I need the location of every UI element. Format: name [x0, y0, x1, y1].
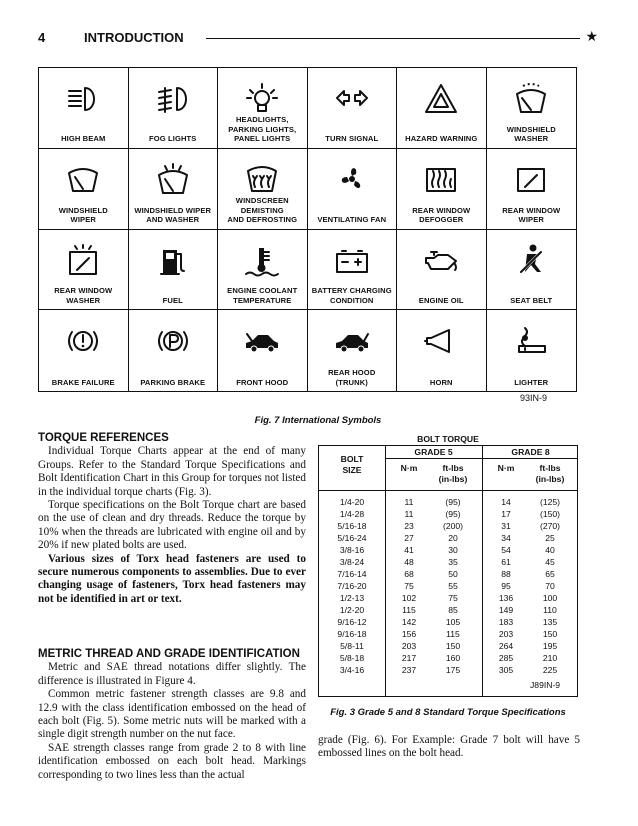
engine-oil-icon	[421, 242, 461, 278]
turn-signal-icon	[332, 80, 372, 116]
figure-code: J89IN-9	[530, 680, 561, 690]
table-cell: 1/4-28	[339, 509, 365, 519]
symbol-label: WINDSHIELD WIPER AND WASHER	[134, 205, 212, 224]
table-row	[319, 509, 577, 521]
table-cell: 88	[501, 569, 511, 579]
table-cell: 11	[404, 509, 414, 519]
table-cell: 102	[401, 593, 417, 603]
high-beam-icon	[63, 80, 103, 116]
symbol-label: ENGINE COOLANT TEMPERATURE	[227, 286, 298, 305]
table-cell: (150)	[539, 509, 561, 519]
table-cell: 203	[401, 641, 417, 651]
table-row	[319, 581, 577, 593]
table-cell: 85	[448, 605, 458, 615]
grade-8-header: GRADE 8	[511, 447, 550, 457]
symbol-label: WINDSHIELD WASHER	[506, 124, 556, 144]
paragraph: grade (Fig. 6). For Example: Grade 7 bolt will have 5 embossed lines on the bolt head.	[318, 734, 580, 760]
symbol-label: HAZARD WARNING	[405, 134, 478, 144]
symbol-label: PARKING BRAKE	[140, 377, 206, 387]
figure-7-caption: Fig. 7 International Symbols	[254, 415, 382, 426]
symbol-label: FUEL	[162, 295, 183, 305]
torque-rows	[319, 497, 577, 677]
front-hood-icon	[242, 322, 282, 358]
international-symbols-grid	[38, 67, 577, 392]
bolt-size-header: BOLT SIZE	[340, 454, 364, 475]
fuel-icon	[153, 242, 193, 278]
table-cell: 9/16-12	[337, 617, 367, 627]
symbol-cell	[218, 230, 308, 311]
table-cell: 210	[542, 653, 558, 663]
table-cell: 34	[501, 533, 511, 543]
table-cell: 195	[542, 641, 558, 651]
symbol-cell	[308, 310, 398, 391]
symbol-cell	[487, 68, 577, 149]
windshield-washer-icon	[511, 80, 551, 116]
page-number: 4	[38, 30, 46, 45]
symbol-label: TURN SIGNAL	[325, 134, 379, 144]
symbol-label: SEAT BELT	[510, 295, 553, 305]
table-cell: 75	[448, 593, 458, 603]
table-row	[319, 665, 577, 677]
header-rule	[206, 38, 580, 39]
table-cell: 3/8-16	[339, 545, 365, 555]
rear-hood-icon	[332, 322, 372, 358]
table-cell: 142	[401, 617, 417, 627]
paragraph: Metric and SAE thread notations differ slightly. The difference is illustrated in Figure 4.	[38, 661, 306, 687]
table-cell: 31	[501, 521, 511, 531]
table-cell: 5/16-18	[337, 521, 367, 531]
table-cell: 50	[448, 569, 458, 579]
symbol-cell	[129, 149, 219, 230]
rear-window-defogger-icon	[421, 161, 461, 197]
table-cell: (125)	[539, 497, 561, 507]
engine-coolant-icon	[242, 242, 282, 278]
nm-header: N·m	[400, 463, 418, 473]
table-row	[319, 617, 577, 629]
symbol-label: REAR HOOD (TRUNK)	[328, 368, 376, 387]
windshield-wiper-icon	[63, 161, 103, 197]
table-cell: 40	[545, 545, 555, 555]
lighter-icon	[511, 322, 551, 358]
seat-belt-icon	[511, 242, 551, 278]
table-cell: 54	[501, 545, 511, 555]
metric-thread-heading: METRIC THREAD AND GRADE IDENTIFICATION	[38, 648, 300, 660]
symbol-cell	[487, 149, 577, 230]
section-title: INTRODUCTION	[84, 30, 184, 45]
table-cell: 183	[498, 617, 514, 627]
table-cell: 48	[404, 557, 414, 567]
table-cell: 3/4-16	[339, 665, 365, 675]
ftlbs-header: ft-lbs (in-lbs)	[438, 463, 468, 484]
table-cell: 156	[401, 629, 417, 639]
metric-thread-section	[38, 648, 306, 782]
table-row	[319, 605, 577, 617]
table-cell: 7/16-14	[337, 569, 367, 579]
symbol-label: REAR WINDOW WASHER	[54, 286, 113, 305]
battery-charging-icon	[332, 242, 372, 278]
table-row	[319, 641, 577, 653]
horn-icon	[421, 322, 461, 358]
symbol-cell	[397, 230, 487, 311]
table-cell: 285	[498, 653, 514, 663]
table-row	[319, 569, 577, 581]
symbol-cell	[39, 149, 129, 230]
symbol-cell	[397, 310, 487, 391]
windshield-wiper-washer-icon	[153, 161, 193, 197]
table-cell: 150	[445, 641, 461, 651]
table-cell: 1/2-20	[339, 605, 365, 615]
table-cell: (95)	[445, 497, 461, 507]
grade-5-header: GRADE 5	[414, 447, 453, 457]
windscreen-demisting-icon	[242, 161, 282, 197]
symbol-label: LIGHTER	[514, 377, 549, 387]
figure-code: 93IN-9	[520, 393, 548, 403]
rear-window-wiper-icon	[511, 161, 551, 197]
table-cell: 23	[404, 521, 414, 531]
table-cell: 105	[445, 617, 461, 627]
symbol-cell	[129, 230, 219, 311]
torque-references-section	[38, 432, 306, 606]
table-cell: 9/16-18	[337, 629, 367, 639]
symbol-cell	[397, 68, 487, 149]
table-cell: 30	[448, 545, 458, 555]
symbol-label: WINDSCREEN DEMISTING AND DEFROSTING	[227, 196, 298, 224]
symbol-cell	[487, 230, 577, 311]
table-cell: 45	[545, 557, 555, 567]
symbol-cell	[39, 230, 129, 311]
table-cell: 150	[542, 629, 558, 639]
table-cell: (95)	[445, 509, 461, 519]
table-cell: 110	[543, 605, 557, 615]
metric-continuation	[318, 734, 580, 761]
paragraph: Common metric fastener strength classes are 9.8 and 12.9 with the class identification embossed on the head of each bolt (Fig. 5). Some metric nuts will be marked with a single digit strength number on the nut face.	[38, 688, 306, 741]
star-icon: ★	[585, 28, 598, 44]
table-cell: 14	[501, 497, 511, 507]
table-cell: 61	[501, 557, 511, 567]
table-row	[319, 629, 577, 641]
page-header	[38, 30, 598, 48]
symbol-cell	[397, 149, 487, 230]
table-row	[319, 557, 577, 569]
symbol-label: BATTERY CHARGING CONDITION	[311, 286, 392, 305]
ftlbs-header: ft-lbs (in-lbs)	[535, 463, 565, 484]
table-cell: 20	[448, 533, 458, 543]
symbol-label: VENTILATING FAN	[317, 215, 387, 224]
table-cell: 68	[404, 569, 414, 579]
table-cell: 5/8-11	[340, 641, 364, 651]
table-cell: 65	[545, 569, 555, 579]
rear-window-washer-icon	[63, 242, 103, 278]
table-cell: 100	[542, 593, 558, 603]
table-cell: 1/4-20	[339, 497, 365, 507]
table-cell: 41	[404, 545, 414, 555]
table-cell: 75	[404, 581, 414, 591]
table-cell: 160	[445, 653, 461, 663]
table-cell: 1/2-13	[339, 593, 365, 603]
table-cell: 149	[498, 605, 514, 615]
table-cell: 7/16-20	[337, 581, 367, 591]
table-cell: 225	[542, 665, 558, 675]
table-cell: 175	[445, 665, 461, 675]
headlights-icon	[242, 80, 282, 116]
symbol-cell	[218, 68, 308, 149]
parking-brake-icon	[153, 322, 193, 358]
symbol-label: HORN	[429, 377, 453, 387]
table-cell: (200)	[442, 521, 464, 531]
table-row	[319, 521, 577, 533]
symbol-label: WINDSHIELD WIPER	[58, 205, 108, 224]
table-cell: 237	[401, 665, 417, 675]
symbol-cell	[308, 230, 398, 311]
bolt-torque-title: BOLT TORQUE	[417, 434, 479, 444]
nm-header: N·m	[497, 463, 515, 473]
figure-3-caption: Fig. 3 Grade 5 and 8 Standard Torque Specifications	[330, 707, 566, 718]
table-cell: 264	[498, 641, 514, 651]
symbol-label: FRONT HOOD	[236, 377, 289, 387]
bolt-torque-table	[318, 445, 578, 697]
table-cell: 27	[404, 533, 414, 543]
fog-lights-icon	[153, 80, 193, 116]
symbol-cell	[487, 310, 577, 391]
symbol-cell	[218, 149, 308, 230]
table-cell: 5/16-24	[337, 533, 367, 543]
table-cell: 25	[545, 533, 555, 543]
table-cell: 35	[448, 557, 458, 567]
symbol-cell	[308, 68, 398, 149]
symbol-label: HEADLIGHTS, PARKING LIGHTS, PANEL LIGHTS	[228, 115, 297, 144]
table-cell: 203	[498, 629, 514, 639]
torque-references-heading: TORQUE REFERENCES	[38, 432, 169, 444]
table-row	[319, 593, 577, 605]
symbol-label: BRAKE FAILURE	[51, 377, 115, 387]
table-cell: 3/8-24	[339, 557, 365, 567]
torx-warning: Various sizes of Torx head fasteners are used to secure numerous components to assemblies. Due to ever changing usage of fasteners, Torx head fasteners may not be identified in art or text.	[38, 552, 306, 605]
symbol-label: HIGH BEAM	[61, 134, 106, 144]
table-row	[319, 653, 577, 665]
table-cell: 136	[498, 593, 514, 603]
table-cell: 17	[501, 509, 511, 519]
symbol-label: FOG LIGHTS	[149, 134, 197, 144]
table-cell: 115	[402, 605, 416, 615]
paragraph: Torque specifications on the Bolt Torque chart are based on the use of clean and dry threads. Reduce the torque by 10% when the threads are lubricated with engine oil and by 20% if new plated bolts are used.	[38, 499, 306, 552]
ventilating-fan-icon	[332, 161, 372, 197]
hazard-warning-icon	[421, 80, 461, 116]
table-cell: 217	[401, 653, 417, 663]
table-cell: 95	[501, 581, 511, 591]
table-cell: 70	[545, 581, 555, 591]
table-cell: 305	[498, 665, 514, 675]
symbol-cell	[129, 68, 219, 149]
symbol-cell	[218, 310, 308, 391]
symbol-cell	[308, 149, 398, 230]
paragraph: SAE strength classes range from grade 2 to 8 with line identification embossed on each bolt head. Markings corresponding to two lines less than the actual	[38, 741, 306, 781]
symbol-label: ENGINE OIL	[418, 295, 464, 305]
table-cell: 115	[446, 629, 460, 639]
brake-failure-icon	[63, 322, 103, 358]
symbol-cell	[39, 68, 129, 149]
symbol-label: REAR WINDOW DEFOGGER	[412, 205, 471, 224]
table-row	[319, 497, 577, 509]
symbol-cell	[39, 310, 129, 391]
table-cell: 55	[448, 581, 458, 591]
table-cell: 5/8-18	[339, 653, 365, 663]
table-cell: 11	[404, 497, 414, 507]
table-row	[319, 545, 577, 557]
table-row	[319, 533, 577, 545]
paragraph: Individual Torque Charts appear at the end of many Groups. Refer to the Standard Torque Specifications and Bolt Identification Chart in this Group for torques not listed in the individual torque charts (Fig. 3).	[38, 445, 306, 498]
table-cell: 135	[542, 617, 558, 627]
table-cell: (270)	[539, 521, 561, 531]
symbol-cell	[129, 310, 219, 391]
symbol-label: REAR WINDOW WIPER	[502, 205, 561, 224]
